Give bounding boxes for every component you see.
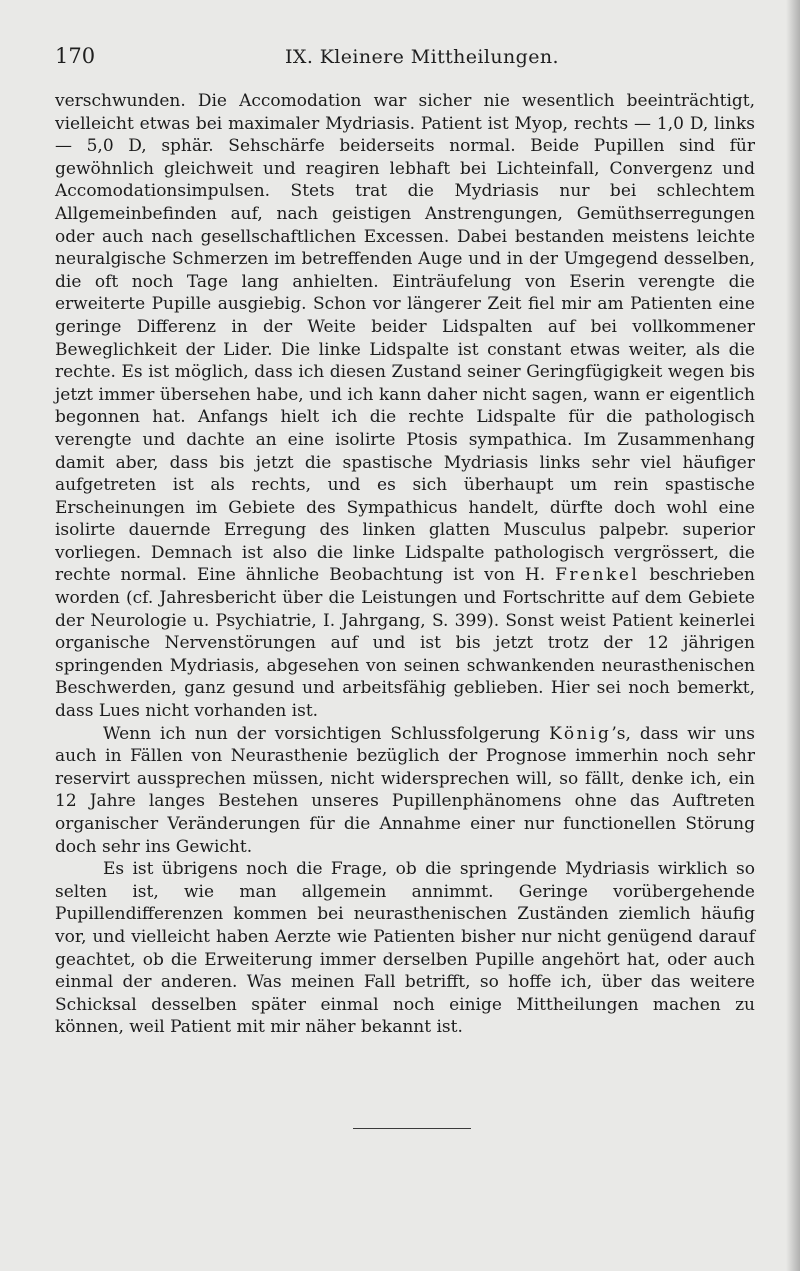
page-edge-shadow — [786, 0, 800, 1271]
paragraph-3-text: Es ist übrigens noch die Frage, ob die springende Mydriasis wirklich so selten ist, wie man allgemein annimmt. Geringe vorübergehende Pupillendifferenzen kommen bei neurasthenischen Zuständen ziemlich häufig vor, und vielleicht haben Aerzte wie Patienten bisher nur nicht genügend darauf geachtet, ob die Erweiterung immer derselben Pupille angehört hat, oder auch einmal der anderen. Was meinen Fall betrifft, so hoffe ich, über das weitere Schicksal desselben später einmal noch einige Mittheilungen machen zu können, weil Patient mit mir näher bekannt ist. — [55, 859, 755, 1038]
author-name-frenkel: Frenkel — [555, 565, 640, 586]
paragraph-1 — [55, 90, 755, 723]
paragraph-1-text-b: beschrieben worden (cf. Jahresbericht über die Leistungen und Fortschritte auf dem Gebiete der Neurologie u. Psychiatrie, I. Jahrgang, S. 399). Sonst weist Patient keinerlei organische Nervenstörungen auf und ist bis jetzt trotz der 12 jährigen springenden Mydriasis, abgesehen von seinen schwankenden neurasthenischen Beschwerden, ganz gesund und arbeitsfähig geblieben. Hier sei noch bemerkt, dass Lues nicht vorhanden ist. — [55, 565, 756, 722]
body-text — [55, 90, 755, 1039]
page-number: 170 — [55, 44, 96, 68]
running-head: IX. Kleinere Mittheilungen. — [285, 46, 559, 68]
paragraph-3 — [55, 858, 755, 1039]
section-end-rule — [353, 1128, 471, 1129]
paragraph-2-text-a: Wenn ich nun der vorsichtigen Schlussfolgerung — [103, 723, 550, 744]
paragraph-2 — [55, 723, 755, 859]
page-header — [55, 44, 755, 74]
paragraph-2-text-b: ’s, dass wir uns auch in Fällen von Neurasthenie bezüglich der Prognose immerhin noch sehr reservirt aussprechen müssen, nicht widersprechen will, so fällt, denke ich, ein 12 Jahre langes Bestehen unseres Pupillenphänomens ohne das Auftreten organischer Veränderungen für die Annahme einer nur functionellen Störung doch sehr ins Gewicht. — [55, 723, 755, 857]
paragraph-1-text-a: verschwunden. Die Accomodation war sicher nie wesentlich beeinträchtigt, vielleicht etwas bei maximaler Mydriasis. Patient ist Myop, rechts — 1,0 D, links — 5,0 D, sphär. Sehschärfe beiderseits normal. Beide Pupillen sind für gewöhnlich gleichweit und reagiren lebhaft bei Lichteinfall, Convergenz und Accomodationsimpulsen. Stets trat die Mydriasis nur bei schlechtem Allgemeinbefinden auf, nach geistigen Anstrengungen, Gemüthserregungen oder auch nach gesellschaftlichen Excessen. Dabei bestanden meistens leichte neuralgische Schmerzen im betreffenden Auge und in der Umgegend desselben, die oft noch Tage lang anhielten. Einträufelung von Eserin verengte die erweiterte Pupille ausgiebig. Schon vor längerer Zeit fiel mir am Patienten eine geringe Differenz in der Weite beider Lidspalten auf bei vollkommener Beweglichkeit der Lider. Die linke Lidspalte ist constant etwas weiter, als die rechte. Es ist möglich, dass ich diesen Zustand seiner Geringfügigkeit wegen bis jetzt immer übersehen habe, und ich kann daher nicht sagen, wann er eigentlich begonnen hat. Anfangs hielt ich die rechte Lidspalte für die pathologisch verengte und dachte an eine isolirte Ptosis sympathica. Im Zusammenhang damit aber, dass bis jetzt die spastische Mydriasis links sehr viel häufiger aufgetreten ist als rechts, und es sich überhaupt um rein spastische Erscheinungen im Gebiete des Sympathicus handelt, dürfte doch wohl eine isolirte dauernde Erregung des linken glatten Musculus palpebr. superior vorliegen. Demnach ist also die linke Lidspalte pathologisch vergrössert, die rechte normal. Eine ähnliche Beobachtung ist von H. — [55, 91, 755, 586]
author-name-koenig: König — [549, 723, 612, 744]
